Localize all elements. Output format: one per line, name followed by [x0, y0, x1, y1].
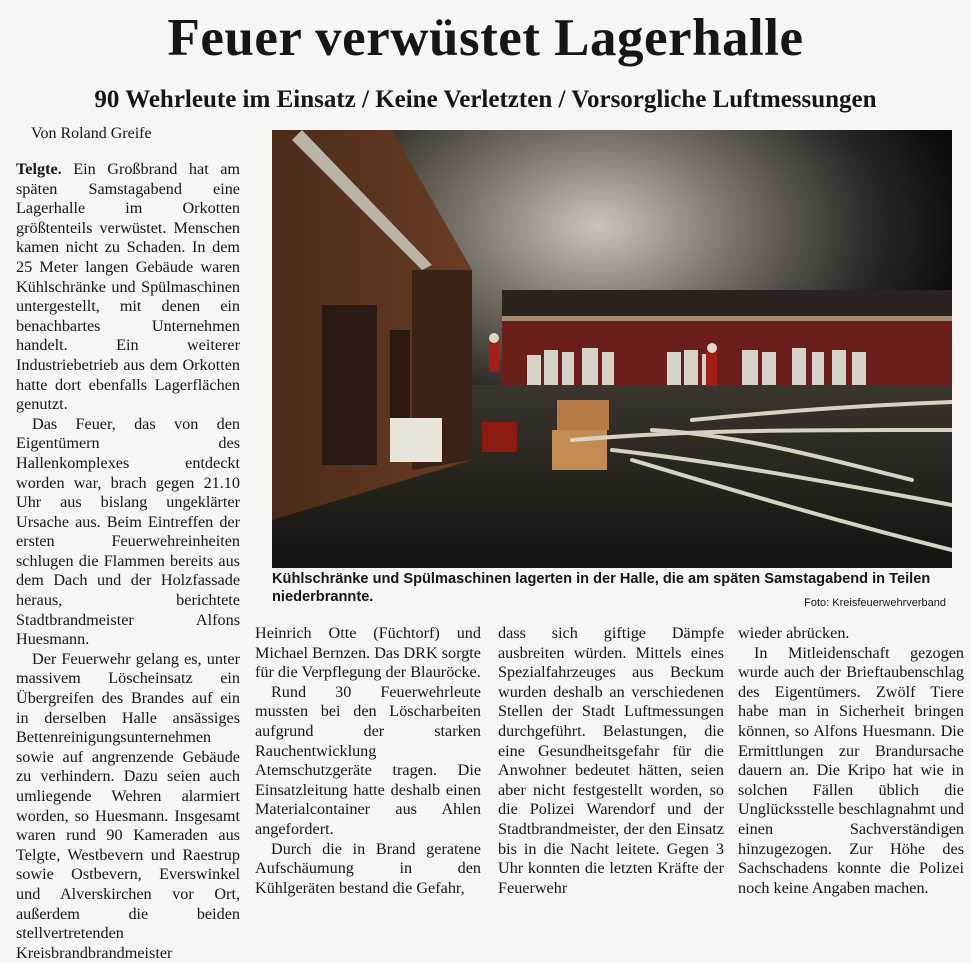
fire-scene-image — [272, 130, 952, 568]
dateline: Telgte. — [16, 160, 62, 178]
paragraph: Durch die in Brand geratene Aufschäumung in den Kühlgeräten bestand die Gefahr, — [255, 839, 481, 897]
paragraph: Heinrich Otte (Füchtorf) und Michael Bernzen. Das DRK sorgte für die Verpflegung der Blauröcke. — [255, 624, 481, 682]
byline: Von Roland Greife — [31, 125, 152, 142]
paragraph-text: Ein Großbrand hat am späten Samstagabend eine Lagerhalle im Orkotten größtenteils verwüstet. Menschen kamen nicht zu Schaden. In dem 25 Meter langen Gebäude waren Kühlschränke und Spülmaschinen untergestellt, mit denen ein benachbartes Unternehmen handelt. Ein weiterer Industriebetrieb aus dem Orkotten hatte dort ebenfalls Lagerflächen genutzt. — [16, 160, 240, 414]
article-column-1 — [16, 160, 240, 963]
subheadline: 90 Wehrleute im Einsatz / Keine Verletzten / Vorsorgliche Luftmessungen — [94, 86, 877, 113]
headline: Feuer verwüstet Lagerhalle — [167, 9, 804, 67]
paragraph: wieder abrücken. — [738, 624, 850, 642]
photo-credit: Foto: Kreisfeuerwehrverband — [804, 597, 946, 609]
article-column-4 — [738, 624, 964, 898]
paragraph: Das Feuer, das von den Eigentümern des Hallenkomplexes entdeckt worden war, brach gegen 21.10 Uhr aus bislang ungeklärter Ursache aus. Beim Eintreffen der ersten Feuerwehreinheiten schlugen die Flammen bereits aus dem Dach und der Holzfassade heraus, berichtete Stadtbrandmeister Alfons Huesmann. — [16, 414, 240, 649]
article-column-2 — [255, 624, 481, 898]
paragraph: In Mitleidenschaft gezogen wurde auch der Brieftaubenschlag des Eigentümers. Zwölf Tiere habe man in Sicherheit bringen können, so Alfons Huesmann. Die Ermittlungen zur Brandursache dauern an. Die Kripo hat wie in solchen Fällen üblich die Unglücksstelle beschlagnahmt und einen Sachverständigen hinzugezogen. Zur Höhe des Sachschadens konnte die Polizei noch keine Angaben machen. — [738, 643, 964, 897]
news-photo — [272, 130, 952, 568]
photo-caption: Kühlschränke und Spülmaschinen lagerten in der Halle, die am späten Samstagabend in Teilen niederbrannte. — [272, 571, 931, 605]
paragraph — [16, 160, 240, 415]
article-column-3 — [498, 624, 724, 898]
paragraph: Rund 30 Feuerwehrleute mussten bei den Löscharbeiten aufgrund der starken Rauchentwicklung Atemschutzgeräte tragen. Die Einsatzleitung hatte deshalb einen Materialcontainer aus Ahlen angefordert. — [255, 682, 481, 838]
paragraph: Der Feuerwehr gelang es, unter massivem Löscheinsatz ein Übergreifen des Brandes auf ein in derselben Halle ansässiges Bettenreinigungsunternehmen sowie auf angrenzende Gebäude zu verhindern. Dazu seien auch umliegende Wehren alarmiert worden, so Huesmann. Insgesamt waren rund 90 Kameraden aus Telgte, Westbevern und Raestrup sowie Ostbevern, Everswinkel und Alverskirchen vor Ort, außerdem die beiden stellvertretenden Kreisbrandbrandmeister — [16, 649, 240, 962]
paragraph: dass sich giftige Dämpfe ausbreiten würden. Mittels eines Spezialfahrzeuges aus Beckum wurden deshalb an verschiedenen Stellen der Stadt Luftmessungen durchgeführt. Belastungen, die eine Gesundheitsgefahr für die Anwohner bedeutet hätten, seien aber nicht festgestellt worden, so die Polizei Warendorf und der Stadtbrandmeister, der den Einsatz bis in die Nacht leitete. Gegen 3 Uhr konnten die letzten Kräfte der Feuerwehr — [498, 624, 724, 897]
